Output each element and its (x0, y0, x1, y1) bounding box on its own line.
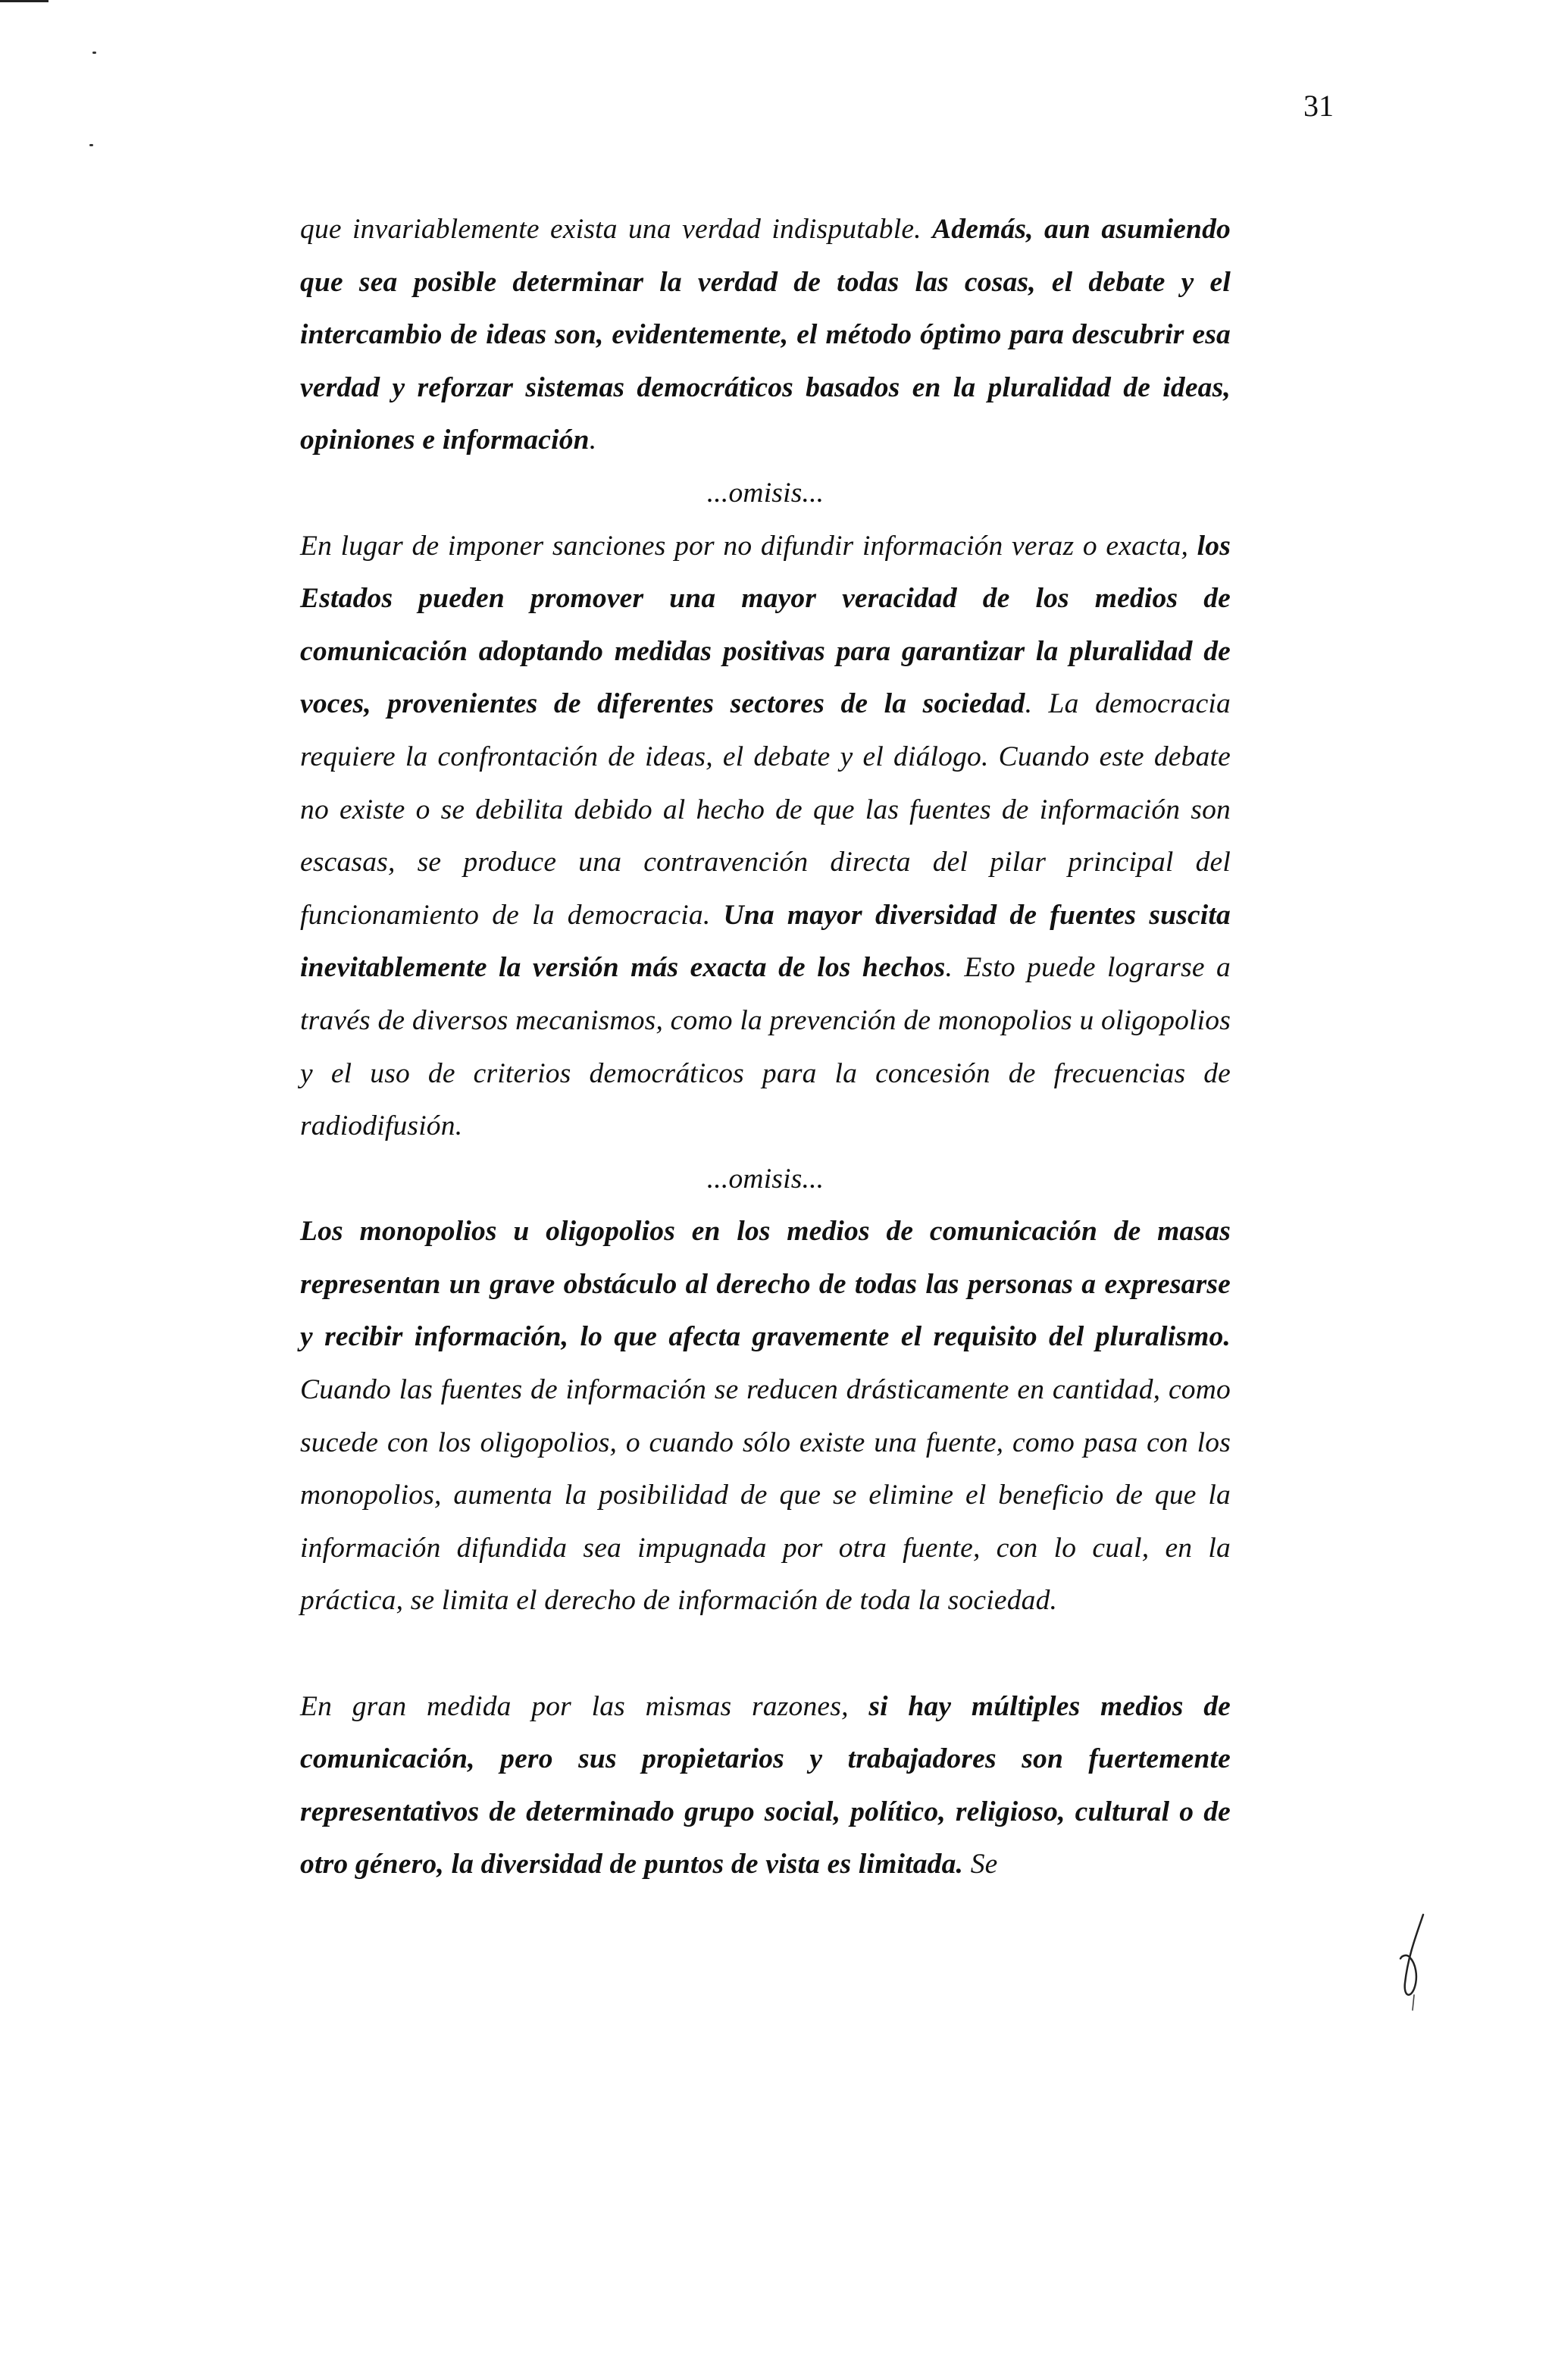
omission-marker (300, 467, 1231, 520)
text-run: Cuando las fuentes de información se reducen drásticamente en cantidad, como sucede con los oligopolios, o cuando sólo existe una fuente, como pasa con los monopolios, aumenta la posibilidad de que se elimine el beneficio de que la información difundida sea impugnada por otra fuente, con lo cual, en la práctica, se limita el derecho de información de toda la sociedad. (300, 1374, 1231, 1617)
emphasized-text: Además, aun asumiendo que sea posible determinar la verdad de todas las cosas, el debate y el intercambio de ideas son, evidentemente, el método óptimo para descubrir esa verdad y reforzar sistemas democráticos basados en la pluralidad de ideas, opiniones e información (300, 214, 1231, 456)
scan-artifact-line (0, 0, 48, 2)
text-run: que invariablemente exista una verdad indisputable. (300, 214, 933, 245)
scan-artifact-speck (89, 144, 93, 146)
text-run: . La democracia requiere la confrontación de ideas, el debate y el diálogo. Cuando este debate no existe o se debilita debido al hecho de que las fuentes de información son escasas, se produce una contravención directa del pilar principal del funcionamiento de la democracia. (300, 688, 1231, 931)
paragraph (300, 1680, 1231, 1891)
text-run: . (589, 424, 597, 456)
emphasized-text: si hay múltiples medios de comunicación, pero sus propietarios y trabajadores son fuertemente representativos de determinado grupo social, político, religioso, cultural o de otro género, la diversidad de puntos de vista es limitada. (300, 1690, 1231, 1881)
paragraph (300, 203, 1231, 467)
handwritten-initial-signature (1394, 1910, 1440, 2016)
text-run: ...omisis... (706, 477, 824, 509)
text-run: . Esto puede lograrse a través de diversos mecanismos, como la prevención de monopolios u oligopolios y el uso de criterios democráticos para la concesión de frecuencias de radiodifusión. (300, 952, 1231, 1142)
emphasized-text: Los monopolios u oligopolios en los medios de comunicación de masas representan un grave obstáculo al derecho de todas las personas a expresarse y recibir información, lo que afecta gravemente el requisito del pluralismo. (300, 1216, 1231, 1353)
emphasized-text: los Estados pueden promover una mayor veracidad de los medios de comunicación adoptando medidas positivas para garantizar la pluralidad de voces, provenientes de diferentes sectores de la sociedad (300, 530, 1231, 720)
paragraph (300, 1205, 1231, 1627)
text-run: En lugar de imponer sanciones por no difundir información veraz o exacta, (300, 530, 1197, 562)
scan-artifact-speck (92, 52, 96, 54)
omission-marker (300, 1153, 1231, 1206)
paragraph-gap (300, 1627, 1231, 1680)
paragraph (300, 520, 1231, 1153)
text-run: Se (963, 1849, 998, 1881)
quoted-text-block (300, 203, 1231, 1891)
page-number: 31 (1303, 89, 1334, 123)
text-run: ...omisis... (706, 1163, 824, 1195)
emphasized-text: Una mayor diversidad de fuentes suscita inevitablemente la versión más exacta de los hechos (300, 899, 1231, 984)
text-run: En gran medida por las mismas razones, (300, 1690, 869, 1722)
